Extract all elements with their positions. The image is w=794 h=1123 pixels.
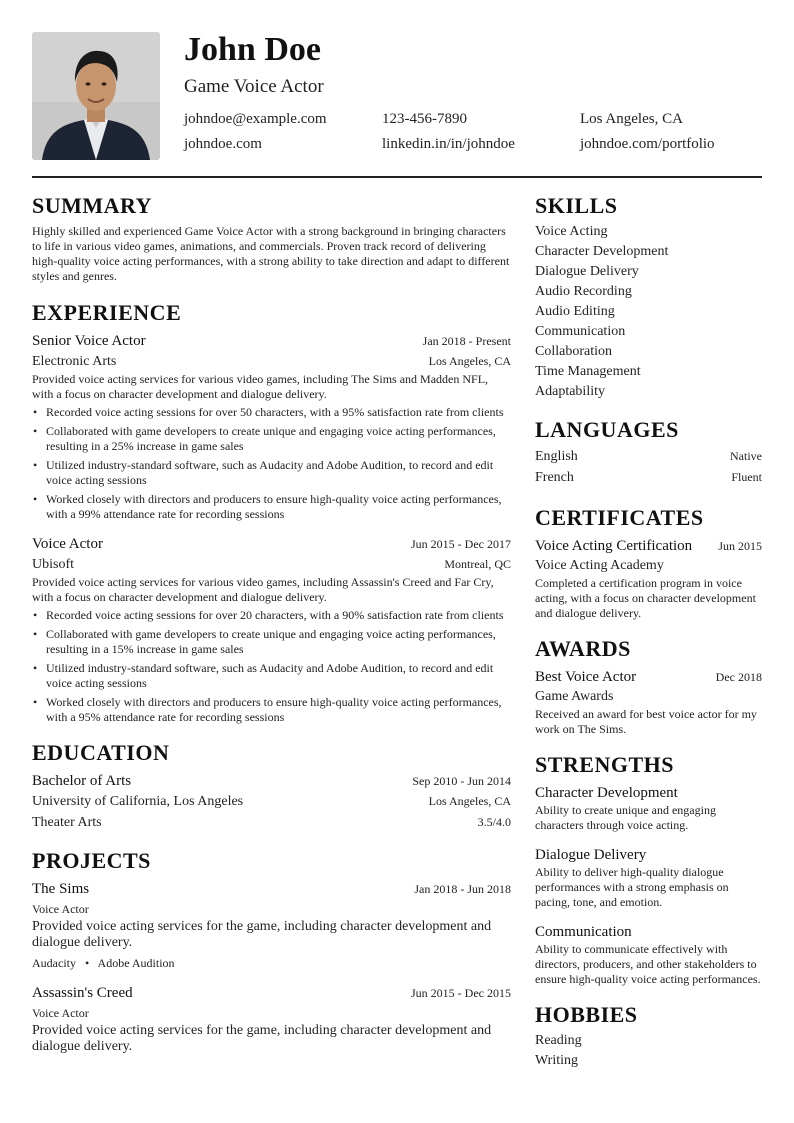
- contact-location: Los Angeles, CA: [580, 111, 683, 127]
- job-description: Provided voice acting services for various video games, including The Sims and Madden NFL, with a focus on character development and dialogue delivery.: [32, 372, 489, 401]
- contact-email[interactable]: johndoe@example.com: [184, 111, 327, 127]
- list-item: [32, 458, 511, 488]
- skill-item: Adaptability: [535, 384, 605, 399]
- portrait-image: [32, 32, 160, 160]
- candidate-role: Game Voice Actor: [184, 76, 324, 97]
- tool-tag: Adobe Audition: [97, 956, 175, 970]
- job-bullets: [32, 405, 511, 522]
- skill-item: Voice Acting: [535, 224, 608, 239]
- bullet-icon: •: [33, 695, 38, 709]
- certificate-date: Jun 2015: [718, 539, 762, 553]
- strengths-heading: STRENGTHS: [535, 752, 674, 777]
- list-item: [32, 627, 511, 657]
- school-location: Los Angeles, CA: [428, 794, 511, 808]
- job-company: Ubisoft: [32, 557, 74, 572]
- bullet-icon: •: [33, 608, 38, 622]
- list-item: [32, 424, 511, 454]
- project-role: Voice Actor: [32, 1006, 89, 1020]
- list-item: [32, 661, 511, 691]
- education-dates: Sep 2010 - Jun 2014: [412, 774, 511, 788]
- strength-name: Dialogue Delivery: [535, 847, 647, 863]
- project-description: Provided voice acting services for the game, including character development and dialogue delivery.: [32, 1023, 492, 1054]
- project-tools: [32, 955, 511, 971]
- bullet-icon: •: [33, 492, 38, 506]
- contact-website[interactable]: johndoe.com: [184, 136, 262, 152]
- strength-description: Ability to communicate effectively with directors, producers, and other stakeholders to ensure high-quality voice acting performances.: [535, 942, 761, 986]
- experience-heading: EXPERIENCE: [32, 300, 182, 325]
- project-dates: Jan 2018 - Jun 2018: [414, 882, 511, 896]
- school-name: University of California, Los Angeles: [32, 794, 244, 809]
- hobby-item: Writing: [535, 1053, 578, 1068]
- skill-item: Communication: [535, 324, 626, 339]
- skills-section: [535, 192, 762, 402]
- hobbies-list: [535, 1031, 762, 1071]
- strength-item: [535, 783, 762, 833]
- strength-description: Ability to deliver high-quality dialogue performances with a strong emphasis on pacing, tone, and emotion.: [535, 865, 729, 909]
- certificate-description: Completed a certification program in voice acting, with a focus on character development and dialogue delivery.: [535, 576, 756, 620]
- bullet-icon: •: [33, 627, 38, 641]
- project-dates: Jun 2015 - Dec 2015: [411, 986, 511, 1000]
- skill-item: Audio Recording: [535, 284, 632, 299]
- left-column: [32, 192, 511, 1055]
- education-section: [32, 739, 511, 833]
- experience-item: [32, 534, 511, 725]
- summary-text: Highly skilled and experienced Game Voice Actor with a strong background in bringing characters to life in various video games, animations, and commercials. Proven track record of delivering high-quality voice acting performances, with a strong ability to take direction and adapt to different styles and genres.: [32, 224, 510, 283]
- job-bullets: [32, 608, 511, 725]
- job-dates: Jun 2015 - Dec 2017: [411, 537, 511, 551]
- skill-item: Character Development: [535, 244, 669, 259]
- skill-item: Audio Editing: [535, 304, 615, 319]
- right-column: [535, 192, 762, 1071]
- job-title: Voice Actor: [32, 536, 103, 552]
- strength-item: [535, 845, 762, 910]
- bullet-text: Utilized industry-standard software, such as Audacity and Adobe Audition, to record and edit voice acting sessions: [46, 458, 494, 487]
- bullet-text: Recorded voice acting sessions for over 50 characters, with a 95% satisfaction rate from clients: [46, 405, 504, 419]
- project-name: Assassin's Creed: [32, 985, 133, 1001]
- header-divider: [32, 176, 762, 178]
- experience-item: [32, 331, 511, 522]
- profile-photo: [32, 32, 160, 160]
- list-item: [32, 405, 511, 420]
- language-name: English: [535, 449, 578, 464]
- certificate-issuer: Voice Acting Academy: [535, 558, 664, 573]
- project-role: Voice Actor: [32, 902, 89, 916]
- awards-heading: AWARDS: [535, 636, 631, 661]
- strength-item: [535, 922, 762, 987]
- certificate-name: Voice Acting Certification: [535, 538, 693, 554]
- hobby-item: Reading: [535, 1033, 582, 1048]
- bullet-text: Utilized industry-standard software, such as Audacity and Adobe Audition, to record and edit voice acting sessions: [46, 661, 494, 690]
- project-item: [32, 879, 511, 971]
- bullet-text: Collaborated with game developers to create unique and engaging voice acting performances, resulting in a 15% increase in game sales: [46, 627, 496, 656]
- bullet-icon: •: [33, 458, 38, 472]
- skill-item: Dialogue Delivery: [535, 264, 639, 279]
- bullet-text: Collaborated with game developers to create unique and engaging voice acting performances, resulting in a 25% increase in game sales: [46, 424, 496, 453]
- list-item: [32, 695, 511, 725]
- job-location: Montreal, QC: [444, 557, 511, 571]
- skills-list: [535, 222, 762, 402]
- project-name: The Sims: [32, 881, 90, 897]
- summary-heading: SUMMARY: [32, 193, 153, 218]
- contact-linkedin[interactable]: linkedin.in/in/johndoe: [382, 136, 515, 152]
- gpa: 3.5/4.0: [477, 815, 511, 829]
- projects-heading: PROJECTS: [32, 848, 151, 873]
- bullet-text: Recorded voice acting sessions for over 20 characters, with a 90% satisfaction rate from clients: [46, 608, 504, 622]
- hobbies-section: [535, 1001, 762, 1071]
- bullet-icon: •: [33, 661, 38, 675]
- job-title: Senior Voice Actor: [32, 333, 146, 349]
- field-of-study: Theater Arts: [32, 815, 102, 830]
- job-company: Electronic Arts: [32, 354, 117, 369]
- separator-icon: •: [85, 956, 90, 970]
- strength-name: Character Development: [535, 785, 678, 801]
- skill-item: Time Management: [535, 364, 641, 379]
- strength-name: Communication: [535, 924, 632, 940]
- awards-section: [535, 635, 762, 737]
- languages-heading: LANGUAGES: [535, 417, 679, 442]
- bullet-icon: •: [33, 424, 38, 438]
- strengths-section: [535, 751, 762, 987]
- certificates-heading: CERTIFICATES: [535, 505, 704, 530]
- list-item: [32, 608, 511, 623]
- project-item: [32, 983, 511, 1055]
- certificates-section: [535, 504, 762, 621]
- award-date: Dec 2018: [715, 670, 762, 684]
- list-item: [32, 492, 511, 522]
- project-description: Provided voice acting services for the game, including character development and dialogue delivery.: [32, 919, 492, 950]
- bullet-text: Worked closely with directors and producers to ensure high-quality voice acting performances, with a 99% attendance rate for recording sessions: [46, 492, 502, 521]
- projects-section: [32, 847, 511, 1055]
- contact-phone[interactable]: 123-456-7890: [382, 111, 467, 127]
- job-description: Provided voice acting services for various video games, including Assassin's Creed and Far Cry, with a focus on character development and dialogue delivery.: [32, 575, 494, 604]
- language-name: French: [535, 470, 574, 485]
- languages-section: [535, 416, 762, 488]
- skills-heading: SKILLS: [535, 193, 618, 218]
- experience-section: [32, 299, 511, 725]
- tool-tag: Audacity: [32, 956, 76, 970]
- award-name: Best Voice Actor: [535, 669, 637, 685]
- hobbies-heading: HOBBIES: [535, 1002, 638, 1027]
- award-issuer: Game Awards: [535, 689, 614, 704]
- contact-portfolio[interactable]: johndoe.com/portfolio: [580, 136, 715, 152]
- bullet-icon: •: [33, 405, 38, 419]
- candidate-name: John Doe: [184, 31, 321, 68]
- strength-description: Ability to create unique and engaging characters through voice acting.: [535, 803, 716, 832]
- job-dates: Jan 2018 - Present: [422, 334, 511, 348]
- language-level: Fluent: [731, 470, 762, 484]
- job-location: Los Angeles, CA: [428, 354, 511, 368]
- award-description: Received an award for best voice actor for my work on The Sims.: [535, 707, 757, 736]
- degree: Bachelor of Arts: [32, 773, 132, 789]
- education-heading: EDUCATION: [32, 740, 170, 765]
- language-level: Native: [730, 449, 762, 463]
- bullet-text: Worked closely with directors and producers to ensure high-quality voice acting performances, with a 95% attendance rate for recording sessions: [46, 695, 502, 724]
- skill-item: Collaboration: [535, 344, 612, 359]
- summary-section: [32, 192, 511, 284]
